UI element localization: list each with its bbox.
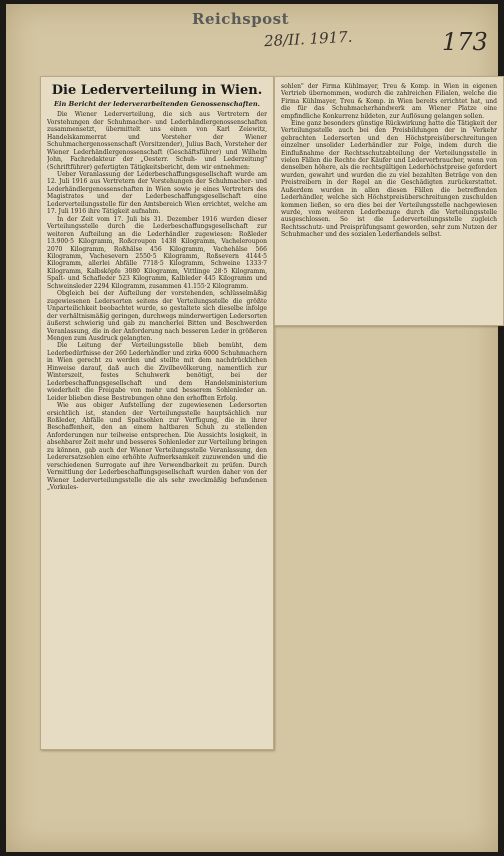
paragraph: Die Leitung der Verteilungsstelle blieb bemüht, dem Lederbedürfnisse der 260 Lederhändler und zirka 6000 Schuhmachern in Wien gerecht zu werden und stellte mit dem nachdrücklichen Hinweise darauf, daß auch die Zivilbevölkerung, namentlich zur Winterszeit, festes Schuhwerk benötigt, bei der Lederbeschaffungsgesellschaft und dem Handelsministerium wiederholt die Freigabe von mehr und besserem Sohlenleder an. Leider blieben diese Bestrebungen ohne den erhofften Erfolg. xyxy=(47,342,267,402)
article-subheadline: Ein Bericht der lederverarbeitenden Genossenschaften. xyxy=(54,100,260,108)
paragraph: In der Zeit vom 17. Juli bis 31. Dezember 1916 wurden dieser Verteilungsstelle durch die Lederbeschaffungsgesellschaft zur weiteren Aufteilung an die Lederhändler zugewiesen: Roßleder 13.900·5 Kilogramm, Roßcroupon 1438 Kilogramm, Vacheleroupon 2070 Kilogramm, Roßhälse 456 Kilogramm, Vachehälse 566 Kilogramm, Vachesevern 2550·5 Kilogramm, Roßsevern 4144·5 Kilogramm, allerlei Abfälle 7718·5 Kilogramm, Schweine 1333·7 Kilogramm, Kalbsköpfe 3080 Kilogramm, Vittlinge 28·5 Kilogramm, Spalt- und Schafleder 523 Kilogramm, Kalbleder 445 Kilogramm und Schweinsleder 2294 Kilogramm, zusammen 41.155·2 Kilogramm. xyxy=(47,215,267,290)
paragraph: sohlen" der Firma Kühlmayer, Treu & Komp. in Wien in eigenen Vertrieb übernommen, wodurch die zahlreichen Filialen, welche die Firma Kühlmayer, Treu & Komp. in Wien bereits errichtet hat, und die für das Schuhmacherhandwerk am Wiener Platze eine empfindliche Konkurrenz bildeten, zur Auflösung gelangen sollen. xyxy=(281,83,497,120)
paragraph: Wie aus obiger Aufstellung der zugewiesenen Ledersorten ersichtlich ist, standen der Verteilungsstelle hauptsächlich nur Roßleder, Abfälle und Spaltsohlen zur Verfügung, die in ihrer Beschaffenheit, den an einem haltbaren Schuh zu stellenden Anforderungen nur teilweise entsprechen. Die Aussichts losigkeit, in absehbarer Zeit mehr und besseres Sohlenleder zur Verteilung bringen zu können, gab auch der Wiener Verteilungsstelle Veranlassung, den Lederersatzsohlen eine erhöhte Aufmerksamkeit zuzuwenden und die verschiedenen Surrogate auf ihre Verwendbarkeit zu prüfen. Durch Vermittlung der Lederbeschaffungsgesellschaft wurden daher von der Wiener Lederverteilungsstelle die als sehr zweckmäßig befundenen „Vorkules- xyxy=(47,402,267,492)
paragraph: Obgleich bei der Aufteilung der vorstehenden, schlüsselmäßig zugewiesenen Ledersorten seitens der Verteilungsstelle die größte Unparteilichkeit beobachtet wurde, so gestaltete sich dieselbe infolge der verhältnismäßig geringen, durchwegs minderwertigen Ledersorten äußerst schwierig und gab zu mancherlei Bitten und Beschwerden Veranlassung, die in der Anforderung nach besseren Leder in größeren Mengen zum Ausdruck gelangten. xyxy=(47,290,267,342)
handwritten-date: 28/II. 1917. xyxy=(263,27,353,51)
newspaper-name: Reichspost xyxy=(192,10,290,28)
clipping-right-column xyxy=(274,76,504,326)
article-headline: Die Lederverteilung in Wien. xyxy=(51,83,263,98)
handwritten-archive-number: 173 xyxy=(442,28,488,56)
paragraph: Die Wiener Lederverteilung, die sich aus Vertretern der Vorstehungen der Schuhmacher- und Lederhändlergenossenschaften zusammensetzt, übermittelt uns einen von Karl Zeiewitz, Handelskammerrat und Vorsteher der Wiener Schuhmachergenossenschaft (Vorsitzender), Julius Bach, Vorsteher der Wiener Lederhändlergenossenschaft (Geschäftsführer) und Wilhelm John, Fachredakteur der „Oesterr. Schuh- und Lederzeitung" (Schriftführer) gefertigten Tätigkeitsbericht, dem wir entnehmen: xyxy=(47,111,267,171)
clipping-left-column xyxy=(40,76,274,750)
left-column-text xyxy=(47,83,267,745)
paragraph: Ueber Veranlassung der Lederbeschaffungsgesellschaft wurde am 12. Juli 1916 aus Vertretern der Vorstehungen der Schuhmacher- und Lederhändlergenossenschaften in Wien sowie je eines Vertreters des Magistrates und der Lederbeschaffungsgesellschaft eine Lederverteilungsstelle für den Amtsbereich Wien errichtet, welche am 17. Juli 1916 ihre Tätigkeit aufnahm. xyxy=(47,171,267,216)
paragraph: Eine ganz besonders günstige Rückwirkung hatte die Tätigkeit der Verteilungsstelle auch bei den Preisbildungen der in Verkehr gebrachten Ledersorten und den Höchstpreisüberschreitungen einzelner unsolider Lederhändler zur Folge, indem durch die Einflußnahme der Rechtsschutzabteilung der Verteilungsstelle in vielen Fällen die Rechte der Käufer und Lederverbraucher, wenn von denselben höhere, als die rechtsgültigen Lederhöchstpreise gefordert wurden, gewahrt und wurden die zu viel bezahlten Beträge von den Preistreibern in der Regel an die Geschädigten zurückerstattet. Außerdem wurden in allen diesen Fällen die betreffenden Lederhändler, welche sich Höchstpreisüberschreitungen zuschulden kommen ließen, so era dies bei der Verteilungsstelle nachgewiesen wurde, vom weiteren Lederbezuge durch die Verteilungsstelle ausgeschlossen. So ist die Lederverteilungsstelle zugleich Rechtsschutz- und Preisprüfungsamt geworden, sehr zum Nutzen der Schuhmacher und des sozialen Lederhandels selbst. xyxy=(281,120,497,239)
archive-sheet xyxy=(6,4,498,852)
right-column-text xyxy=(281,83,497,321)
